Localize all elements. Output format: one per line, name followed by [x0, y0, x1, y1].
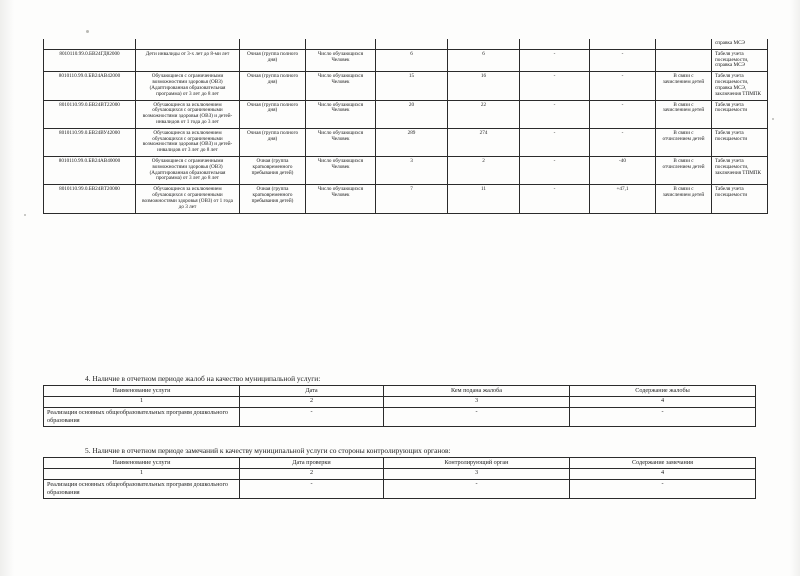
table-row — [44, 407, 756, 426]
cell-reason — [656, 49, 712, 71]
cell-service: Реализация основных общеобразовательных программ дошкольного образования — [44, 407, 240, 426]
cell-approved: 20 — [376, 100, 448, 128]
cell-date: - — [240, 407, 384, 426]
column-number: 1 — [44, 396, 240, 407]
complaints-table — [43, 385, 756, 427]
column-header-by-whom: Кем подана жалоба — [384, 386, 570, 397]
cell-approved: 15 — [376, 72, 448, 100]
table-number-row — [44, 396, 756, 407]
cell-actual: 6 — [448, 49, 520, 71]
section-5-heading: 5. Наличие в отчетном периоде замечаний к качеству муниципальной услуги со стороны контролирующих органов: — [85, 446, 451, 455]
cell-description — [136, 39, 240, 49]
scan-speck — [24, 214, 26, 216]
cell-organ: - — [384, 479, 570, 498]
column-header-date: Дата — [240, 386, 384, 397]
column-header-service: Наименование услуги — [44, 458, 240, 469]
cell-reason: В связи с зачислением детей — [656, 185, 712, 213]
cell-reason: В связи с зачислением детей — [656, 100, 712, 128]
cell-deviation-allowed: - — [590, 72, 656, 100]
cell-actual: 2 — [448, 157, 520, 185]
cell-code: 8010110.99.0.БВ24ВТ20000 — [44, 185, 136, 213]
cell-document: справка МСЭ — [712, 39, 768, 49]
cell-approved — [376, 39, 448, 49]
table-row — [44, 100, 768, 128]
cell-approved: 6 — [376, 49, 448, 71]
cell-actual — [448, 39, 520, 49]
cell-reason: В связи с отчислением детей — [656, 128, 712, 156]
cell-deviation-allowed: -40 — [590, 157, 656, 185]
cell-approved: 7 — [376, 185, 448, 213]
table-row — [44, 479, 756, 498]
column-number: 2 — [240, 396, 384, 407]
cell-deviation: - — [520, 157, 590, 185]
cell-deviation-allowed: - — [590, 49, 656, 71]
cell-document: Табеля учета посещаемости, заключения ТПМПК — [712, 157, 768, 185]
cell-actual: 274 — [448, 128, 520, 156]
cell-document: Табеля учета посещаемости, справка МСЭ — [712, 49, 768, 71]
cell-reason: В связи с зачислением детей — [656, 72, 712, 100]
table-row — [44, 157, 768, 185]
remarks-table — [43, 457, 756, 499]
cell-service: Реализация основных общеобразовательных программ дошкольного образования — [44, 479, 240, 498]
cell-description: Обучающиеся с ограниченными возможностями здоровья (ОВЗ) (Адаптированная образовательная программа) от 3 лет до 8 лет — [136, 157, 240, 185]
cell-content: - — [570, 479, 756, 498]
cell-deviation: - — [520, 49, 590, 71]
cell-unit: Число обучающихся Человек — [306, 72, 376, 100]
cell-check-date: - — [240, 479, 384, 498]
cell-code: 8010110.99.0.БВ24ВУ42000 — [44, 128, 136, 156]
cell-code: 8010110.99.0.БВ24ВТ22000 — [44, 100, 136, 128]
cell-deviation: - — [520, 72, 590, 100]
cell-actual: 22 — [448, 100, 520, 128]
column-header-check-date: Дата проверки — [240, 458, 384, 469]
column-number: 3 — [384, 396, 570, 407]
cell-code: 8010110.99.0.БВ24АВ40000 — [44, 157, 136, 185]
column-header-service: Наименование услуги — [44, 386, 240, 397]
cell-document: Табеля учета посещаемости — [712, 100, 768, 128]
section-4-heading: 4. Наличие в отчетном периоде жалоб на качество муниципальной услуги: — [85, 374, 321, 383]
cell-form: Очная (группа полного дня) — [240, 128, 306, 156]
cell-form: Очная (группа кратковременного пребывания детей) — [240, 185, 306, 213]
cell-deviation: - — [520, 100, 590, 128]
cell-form: Очная (группа полного дня) — [240, 72, 306, 100]
cell-description: Обучающиеся за исключением обучающихся с ограниченными возможностями здоровья (ОВЗ) и детей-инвалидов от 1 года до 3 лет — [136, 100, 240, 128]
scan-edge-shadow-left — [0, 0, 14, 576]
scan-speck — [86, 30, 89, 33]
scan-edge-shadow-right — [790, 0, 800, 576]
table-number-row — [44, 468, 756, 479]
cell-deviation-allowed: - — [590, 100, 656, 128]
cell-content: - — [570, 407, 756, 426]
cell-form: Очная (группа кратковременного пребывания детей) — [240, 157, 306, 185]
column-number: 3 — [384, 468, 570, 479]
cell-document: Табеля учета посещаемости — [712, 128, 768, 156]
cell-deviation: - — [520, 128, 590, 156]
cell-unit: Число обучающихся Человек — [306, 49, 376, 71]
scan-speck — [772, 118, 774, 120]
column-number: 1 — [44, 468, 240, 479]
cell-actual: 16 — [448, 72, 520, 100]
cell-deviation-allowed: +47,1 — [590, 185, 656, 213]
column-header-content: Содержание замечания — [570, 458, 756, 469]
table-header-row — [44, 458, 756, 469]
cell-unit: Число обучающихся Человек — [306, 185, 376, 213]
table-row — [44, 72, 768, 100]
cell-reason: В связи с отчислением детей — [656, 157, 712, 185]
cell-code: 8010110.99.0.БВ24ГД82000 — [44, 49, 136, 71]
cell-description: Обучающиеся за исключением обучающихся с ограниченными возможностями здоровья (ОВЗ) от 1 года до 3 лет — [136, 185, 240, 213]
cell-code — [44, 39, 136, 49]
cell-deviation-allowed — [590, 39, 656, 49]
cell-document: Табеля учета посещаемости, справка МСЭ, заключения ТПМПК — [712, 72, 768, 100]
cell-description: Обучающиеся с ограниченными возможностями здоровья (ОВЗ) (Адаптированная образовательная программа) от 3 лет до 8 лет — [136, 72, 240, 100]
cell-form: Очная (группа полного дня) — [240, 49, 306, 71]
cell-code: 8010110.99.0.БВ24АВ42000 — [44, 72, 136, 100]
cell-deviation: - — [520, 185, 590, 213]
service-volume-table — [43, 39, 768, 214]
cell-unit: Число обучающихся Человек — [306, 128, 376, 156]
cell-approved: 289 — [376, 128, 448, 156]
column-number: 4 — [570, 396, 756, 407]
table-row-continuation — [44, 39, 768, 49]
cell-description: Обучающиеся за исключением обучающихся с ограниченными возможностями здоровья (ОВЗ) и детей-инвалидов от 3 лет до 8 лет — [136, 128, 240, 156]
cell-unit: Число обучающихся Человек — [306, 157, 376, 185]
cell-unit: Число обучающихся Человек — [306, 100, 376, 128]
table-row — [44, 185, 768, 213]
cell-form: Очная (группа полного дня) — [240, 100, 306, 128]
cell-actual: 11 — [448, 185, 520, 213]
table-header-row — [44, 386, 756, 397]
cell-form — [240, 39, 306, 49]
column-header-content: Содержание жалобы — [570, 386, 756, 397]
cell-description: Дети инвалиды от 3-х лет до 8-ми лет — [136, 49, 240, 71]
cell-unit — [306, 39, 376, 49]
column-number: 2 — [240, 468, 384, 479]
table-row — [44, 49, 768, 71]
cell-document: Табеля учета посещаемости — [712, 185, 768, 213]
cell-approved: 3 — [376, 157, 448, 185]
column-number: 4 — [570, 468, 756, 479]
column-header-organ: Контролирующий орган — [384, 458, 570, 469]
table-row — [44, 128, 768, 156]
cell-deviation — [520, 39, 590, 49]
cell-by-whom: - — [384, 407, 570, 426]
cell-reason — [656, 39, 712, 49]
cell-deviation-allowed: - — [590, 128, 656, 156]
